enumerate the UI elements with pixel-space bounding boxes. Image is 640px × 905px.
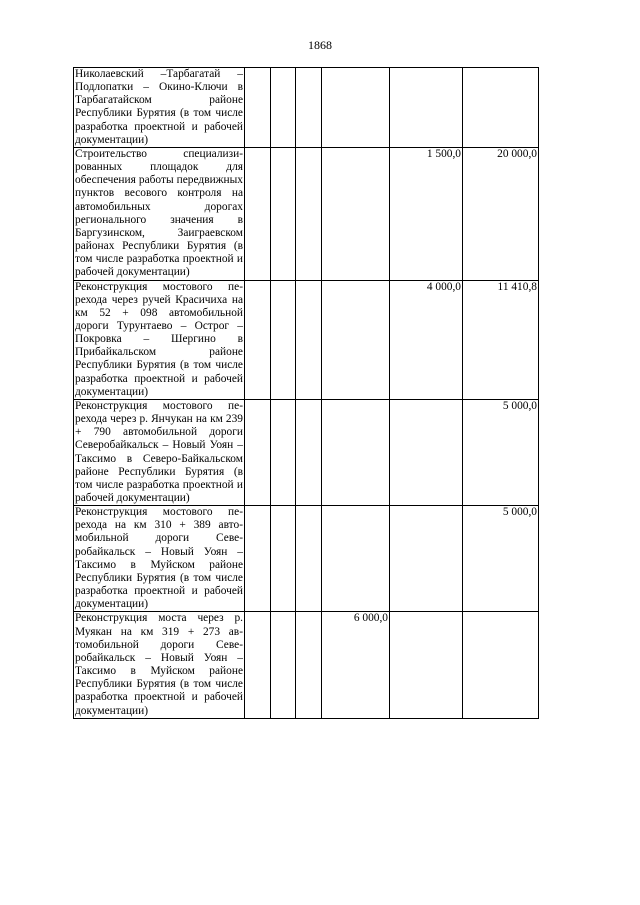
cell-col8: 6 000,0: [322, 612, 390, 718]
cell-col10: [463, 612, 539, 718]
cell-col9: [390, 68, 463, 148]
cell-col5: [245, 612, 271, 718]
cell-col6: [271, 612, 296, 718]
table-row: [74, 612, 539, 718]
cell-col6: [271, 147, 296, 280]
cell-col8: [322, 506, 390, 612]
budget-table: [73, 67, 539, 719]
cell-col9: [390, 506, 463, 612]
cell-col5: [245, 506, 271, 612]
cell-col8: [322, 68, 390, 148]
table-row: [74, 147, 539, 280]
cell-col6: [271, 68, 296, 148]
row-description: Реконструкция мостового перехода на км 310 + 389 автомобильной дороги Северобайкальск – Новый Уоян – Таксимо в Муйском районе Республики Бурятия (в том числе разработка проектной и рабочей документации): [75, 506, 243, 611]
cell-col7: [296, 147, 322, 280]
row-description: Строительство специализированных площадок для обеспечения работы передвижных пунктов весового контроля на автомобильных дорогах регионального значения в Баргузинском, Заиграевском районах Республики Бурятия (в том числе разработка проектной и рабочей документации): [75, 147, 243, 279]
cell-col6: [271, 280, 296, 399]
cell-col8: [322, 280, 390, 399]
table-row: [74, 399, 539, 505]
cell-col5: [245, 68, 271, 148]
cell-col10: 11 410,8: [463, 280, 539, 399]
cell-col10: 5 000,0: [463, 399, 539, 505]
cell-col7: [296, 280, 322, 399]
row-description: Николаевский –Тарбагатай – Подлопатки – Окино-Ключи в Тарбагатайском районе Республики Бурятия (в том числе разработка проектной и рабочей документации): [75, 68, 243, 146]
cell-col7: [296, 399, 322, 505]
cell-col9: [390, 612, 463, 718]
cell-col9: 1 500,0: [390, 147, 463, 280]
cell-col9: 4 000,0: [390, 280, 463, 399]
cell-col10: [463, 68, 539, 148]
cell-col6: [271, 506, 296, 612]
table-row: [74, 506, 539, 612]
cell-col6: [271, 399, 296, 505]
page-number: 1868: [308, 38, 332, 52]
cell-col8: [322, 147, 390, 280]
row-description: Реконструкция мостового перехода через р. Янчукан на км 239 + 790 автомобильной дороги Северобайкальск – Новый Уоян – Таксимо в Северо-Байкальском районе Республики Бурятия (в том числе разработка проектной и рабочей документации): [75, 399, 243, 504]
cell-col9: [390, 399, 463, 505]
cell-col10: 5 000,0: [463, 506, 539, 612]
row-description: Реконструкция мостового перехода через ручей Красичиха на км 52 + 098 автомобильной дороги Турунтаево – Острог – Покровка – Шергино в Прибайкальском районе Республики Бурятия (в том числе разработка проектной и рабочей документации): [75, 280, 243, 398]
cell-col5: [245, 399, 271, 505]
cell-col7: [296, 612, 322, 718]
cell-col10: 20 000,0: [463, 147, 539, 280]
table-row: [74, 68, 539, 148]
cell-col7: [296, 68, 322, 148]
row-description: Реконструкция моста через р. Муякан на км 319 + 273 автомобильной дороги Северобайкальск – Новый Уоян – Таксимо в Муйском районе Республики Бурятия (в том числе разработка проектной и рабочей документации): [75, 612, 243, 717]
cell-col8: [322, 399, 390, 505]
cell-col7: [296, 506, 322, 612]
cell-col5: [245, 147, 271, 280]
table-row: [74, 280, 539, 399]
cell-col5: [245, 280, 271, 399]
